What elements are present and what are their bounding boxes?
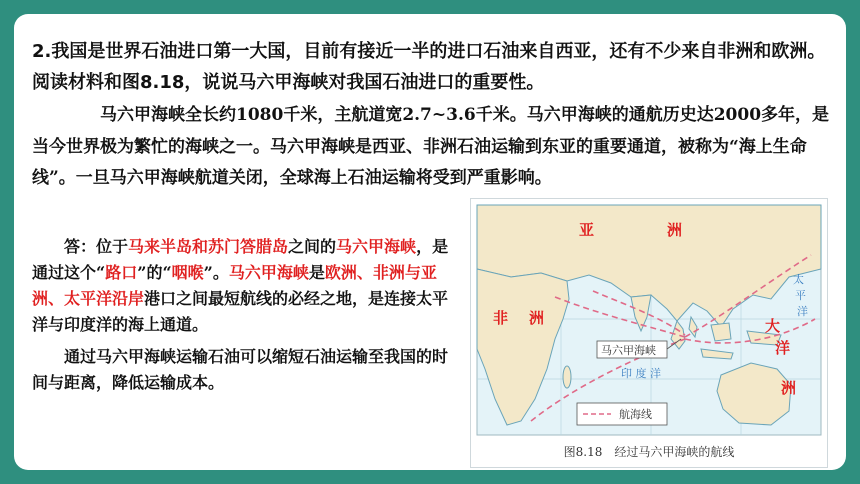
answer-paragraph-1 <box>32 234 462 338</box>
answer-highlight: 路口 <box>105 263 138 282</box>
answer-paragraph-2: 通过马六甲海峡运输石油可以缩短石油运输至我国的时间与距离，降低运输成本。 <box>32 347 449 392</box>
oceania-label-3: 洲 <box>781 379 797 397</box>
material-paragraph: 马六甲海峡全长约1080千米，主航道宽2.7~3.6千米。马六甲海峡的通航历史达2000多年，是当今世界极为繁忙的海峡之一。马六甲海峡是西亚、非洲石油运输到东亚的重要通道，被称为“海上生命线”。一旦马六甲海峡航道关闭，全球海上石油运输将受到严重影响。 <box>32 105 830 188</box>
question-text: 2.我国是世界石油进口第一大国，目前有接近一半的进口石油来自西亚，还有不少来自非洲和欧洲。阅读材料和图8.18，说说马六甲海峡对我国石油进口的重要性。 <box>32 41 826 93</box>
answer-text: ，是通过这个“ <box>32 237 449 282</box>
answer-highlight: 马来半岛和苏门答腊岛 <box>128 237 289 256</box>
route-map-figure <box>470 198 828 468</box>
madagascar <box>563 366 571 388</box>
indian-ocean-label: 印 度 洋 <box>621 367 661 380</box>
answer-text: 答：位于 <box>64 237 129 256</box>
strait-label: 马六甲海峡 <box>601 344 656 357</box>
answer-highlight: 马六甲海峡 <box>336 237 417 256</box>
pacific-label-3: 洋 <box>797 305 808 318</box>
answer-block <box>32 234 462 396</box>
pacific-label-2: 平 <box>795 289 806 302</box>
answer-text: ”的“ <box>137 263 172 282</box>
asia-label-1: 亚 <box>579 221 595 239</box>
oceania-label-1: 大 <box>765 317 781 335</box>
figure-caption-text: 经过马六甲海峡的航线 <box>614 445 735 459</box>
asia-label-2: 洲 <box>667 221 683 239</box>
figure-caption-number: 图8.18 <box>563 445 603 459</box>
figure-caption <box>471 443 827 460</box>
answer-text: 港口之间最短航线的必经之地，是连接太平洋与印度洋的海上通道。 <box>32 289 449 334</box>
answer-highlight: 马六甲海峡 <box>228 263 309 282</box>
answer-text: 是 <box>308 263 325 282</box>
route-map <box>471 199 827 439</box>
answer-highlight: 欧洲、非洲与亚洲、太平洋沿岸 <box>32 263 437 308</box>
oceania-label-2: 洋 <box>775 339 791 357</box>
pacific-label-1: 太 <box>793 273 804 286</box>
africa-label-1: 非 <box>493 309 509 327</box>
answer-text: 之间的 <box>288 237 337 256</box>
legend-label: 航海线 <box>619 408 652 421</box>
africa-label-2: 洲 <box>529 309 545 327</box>
borneo-island <box>711 323 731 341</box>
slide-card <box>14 14 846 470</box>
answer-highlight: 咽喉 <box>171 263 204 282</box>
answer-text: ”。 <box>203 263 229 282</box>
